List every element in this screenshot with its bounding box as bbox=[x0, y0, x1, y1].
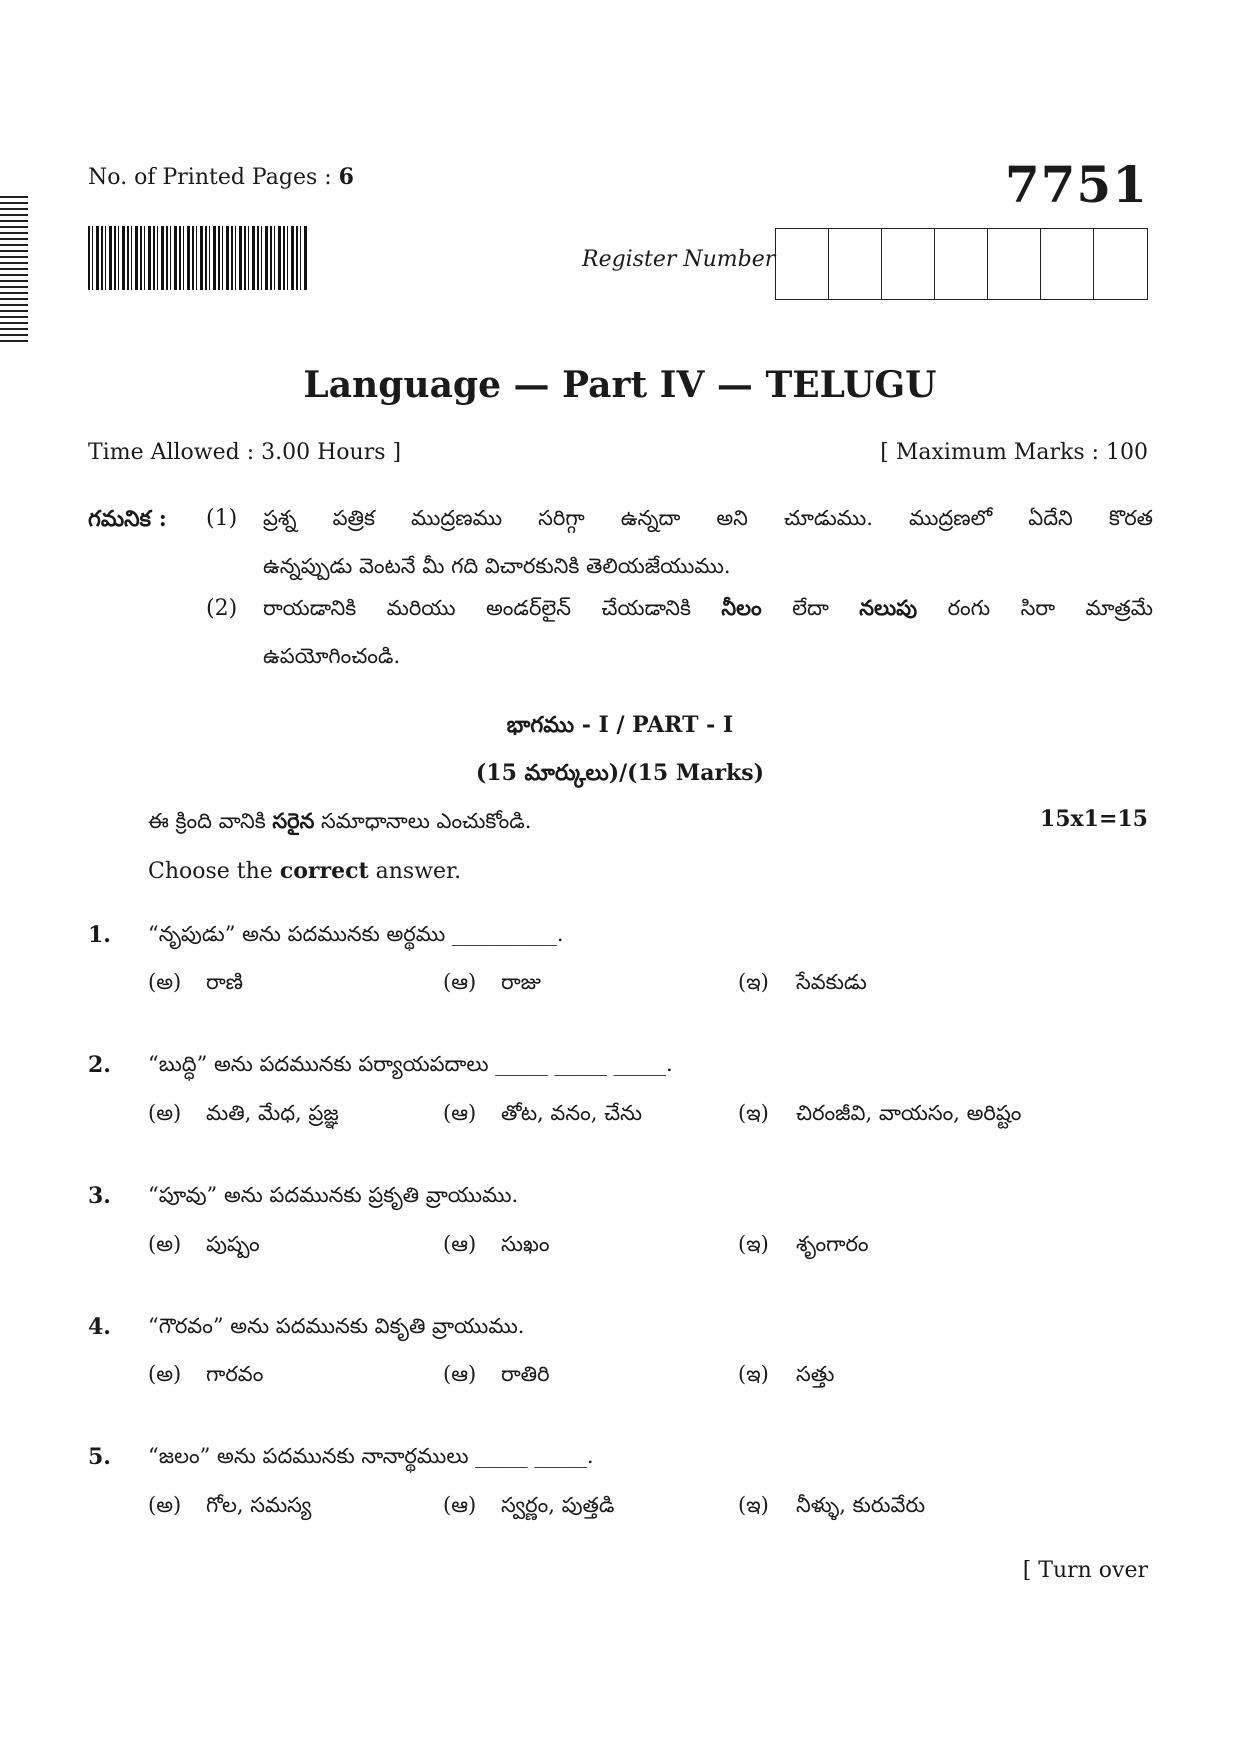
maximum-marks: [ Maximum Marks : 100 bbox=[880, 440, 1148, 465]
register-digit-box[interactable] bbox=[829, 229, 882, 299]
note-number: (2) bbox=[206, 596, 238, 621]
option-text: గారవం bbox=[206, 1362, 264, 1386]
option-label: (ఇ) bbox=[738, 970, 769, 994]
option-text: స్వర్ణం, పుత్తడి bbox=[501, 1493, 615, 1517]
option-label: (ఆ) bbox=[443, 1362, 477, 1386]
instruction-english bbox=[148, 858, 461, 884]
option-label: (అ) bbox=[148, 1101, 182, 1125]
exam-title: Language — Part IV — TELUGU bbox=[303, 364, 937, 406]
register-digit-box[interactable] bbox=[882, 229, 935, 299]
option-text: రాతిరి bbox=[501, 1362, 550, 1386]
option-label: (ఇ) bbox=[738, 1232, 769, 1256]
option-label: (ఆ) bbox=[443, 1232, 477, 1256]
option-c[interactable] bbox=[738, 970, 867, 1000]
paper-code: 7751 bbox=[1004, 155, 1148, 214]
note-item-line: ఉన్నప్పుడు వెంటనే మీ గది విచారకునికి తెలియజేయుము. bbox=[263, 554, 731, 578]
option-text: రాజు bbox=[501, 970, 542, 994]
register-digit-box[interactable] bbox=[988, 229, 1041, 299]
option-label: (అ) bbox=[148, 1232, 182, 1256]
option-text: మతి, మేధ, ప్రజ్ఞ bbox=[206, 1101, 339, 1125]
option-b[interactable] bbox=[443, 1493, 614, 1523]
time-allowed: Time Allowed : 3.00 Hours ] bbox=[88, 440, 402, 465]
instruction-emphasis: correct bbox=[279, 858, 369, 884]
instruction-text: ఈ క్రింది వానికి bbox=[148, 809, 273, 833]
register-number-boxes bbox=[775, 228, 1148, 300]
note-text: లేదా bbox=[761, 596, 860, 620]
note-item-2 bbox=[263, 584, 1153, 680]
option-text: రాణి bbox=[206, 970, 244, 994]
note-emphasis: నీలం bbox=[721, 595, 762, 620]
option-text: తోట, వనం, చేను bbox=[501, 1101, 643, 1125]
instruction-telugu bbox=[148, 808, 531, 839]
option-c[interactable] bbox=[738, 1101, 1021, 1131]
option-a[interactable] bbox=[148, 970, 243, 1000]
option-text: గోల, సమస్య bbox=[206, 1493, 312, 1517]
option-b[interactable] bbox=[443, 1101, 642, 1131]
option-b[interactable] bbox=[443, 1362, 550, 1392]
note-item-line: ఉపయోగించండి. bbox=[263, 644, 401, 668]
option-label: (ఇ) bbox=[738, 1493, 769, 1517]
part-marks: (15 మార్కులు)/(15 Marks) bbox=[475, 760, 765, 786]
option-label: (అ) bbox=[148, 1362, 182, 1386]
register-number-label: Register Number bbox=[582, 247, 776, 272]
option-label: (ఆ) bbox=[443, 1493, 477, 1517]
option-label: (అ) bbox=[148, 1493, 182, 1517]
note-emphasis: నలుపు bbox=[859, 595, 918, 620]
note-item-line bbox=[263, 584, 1153, 632]
register-digit-box[interactable] bbox=[1041, 229, 1094, 299]
side-registration-marks bbox=[0, 196, 28, 344]
option-c[interactable] bbox=[738, 1362, 834, 1392]
option-a[interactable] bbox=[148, 1101, 339, 1131]
note-number: (1) bbox=[206, 506, 238, 531]
option-text: పుష్పం bbox=[206, 1232, 260, 1256]
option-text: శృంగారం bbox=[796, 1232, 869, 1256]
score-formula: 15x1=15 bbox=[1039, 806, 1148, 832]
register-digit-box[interactable] bbox=[935, 229, 988, 299]
option-label: (ఆ) bbox=[443, 970, 477, 994]
note-label: గమనిక : bbox=[88, 506, 167, 532]
question-number: 1. bbox=[88, 922, 111, 948]
question-text: “పూవు” అను పదమునకు ప్రకృతి వ్రాయుము. bbox=[148, 1183, 519, 1207]
question-number: 4. bbox=[88, 1314, 111, 1340]
instruction-text: answer. bbox=[368, 859, 462, 884]
question-text: “నృపుడు” అను పదమునకు అర్థము __________. bbox=[148, 922, 564, 946]
register-digit-box[interactable] bbox=[776, 229, 829, 299]
option-b[interactable] bbox=[443, 970, 541, 1000]
turn-over-note: [ Turn over bbox=[1022, 1558, 1148, 1583]
option-label: (అ) bbox=[148, 970, 182, 994]
option-text: సత్తు bbox=[796, 1362, 835, 1386]
question-text: “బుద్ధి” అను పదమునకు పర్యాయపదాలు _____ _____ _____. bbox=[148, 1052, 673, 1076]
question-number: 2. bbox=[88, 1052, 111, 1078]
option-c[interactable] bbox=[738, 1232, 869, 1262]
note-item-line: ప్రశ్న పత్రిక ముద్రణము సరిగ్గా ఉన్నదా అని చూడుము. ముద్రణలో ఏదేని కొరత bbox=[263, 506, 1153, 530]
option-text: సేవకుడు bbox=[796, 970, 867, 994]
option-c[interactable] bbox=[738, 1493, 925, 1523]
barcode-image bbox=[88, 226, 308, 290]
question-number: 5. bbox=[88, 1444, 111, 1470]
option-a[interactable] bbox=[148, 1362, 263, 1392]
register-digit-box[interactable] bbox=[1094, 229, 1147, 299]
note-text: రంగు సిరా మాత్రమే bbox=[917, 596, 1153, 620]
question-text: “జలం” అను పదమునకు నానార్థములు _____ _____. bbox=[148, 1444, 594, 1468]
option-text: సుఖం bbox=[501, 1232, 550, 1256]
question-text: “గౌరవం” అను పదమునకు వికృతి వ్రాయుము. bbox=[148, 1314, 525, 1338]
option-a[interactable] bbox=[148, 1232, 260, 1262]
option-label: (ఇ) bbox=[738, 1362, 769, 1386]
printed-pages-label: No. of Printed Pages : bbox=[88, 165, 332, 190]
instruction-text: సమాధానాలు ఎంచుకోండి. bbox=[314, 809, 532, 833]
note-text: రాయడానికి మరియు అండర్‌లైన్ చేయడానికి bbox=[263, 596, 722, 620]
option-a[interactable] bbox=[148, 1493, 311, 1523]
note-item-1 bbox=[263, 494, 1153, 590]
question-number: 3. bbox=[88, 1183, 111, 1209]
option-label: (ఇ) bbox=[738, 1101, 769, 1125]
printed-pages bbox=[88, 164, 354, 190]
printed-pages-value: 6 bbox=[338, 164, 354, 190]
part-heading: భాగము - I / PART - I bbox=[506, 712, 734, 738]
instruction-emphasis: సరైన bbox=[272, 808, 315, 833]
option-label: (ఆ) bbox=[443, 1101, 477, 1125]
instruction-text: Choose the bbox=[148, 859, 280, 884]
option-b[interactable] bbox=[443, 1232, 550, 1262]
option-text: చిరంజీవి, వాయసం, అరిష్టం bbox=[796, 1101, 1022, 1125]
option-text: నీళ్ళు, కురువేరు bbox=[796, 1493, 926, 1517]
